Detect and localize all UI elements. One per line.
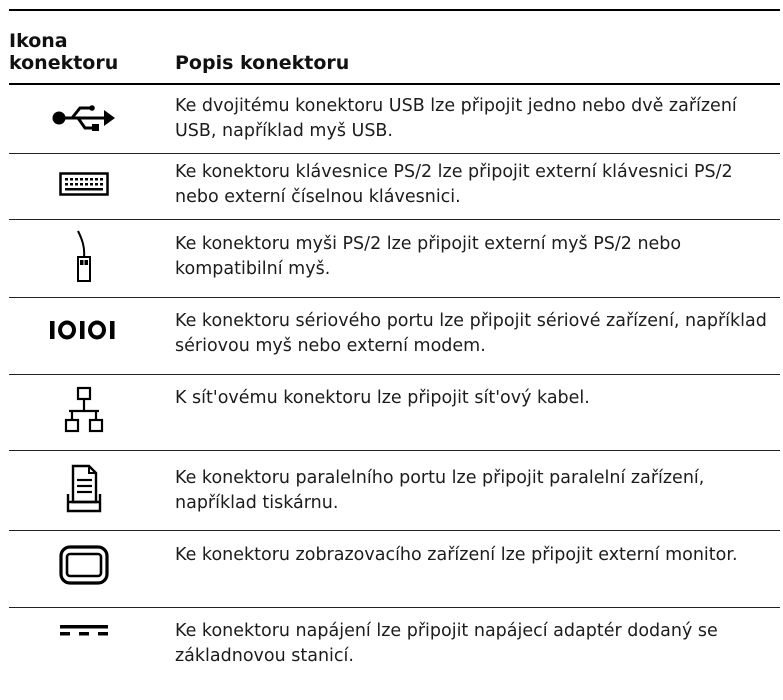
description-column-header: Popis konektoru xyxy=(175,52,350,74)
dc-power-icon xyxy=(9,618,159,642)
row-printer-description: Ke konektoru paralelního portu lze připojit paralelní zařízení, například tiskárnu. xyxy=(175,468,705,513)
header-rule xyxy=(9,83,780,85)
icon-column-header xyxy=(9,30,159,74)
icon-column-header-line2: konektoru xyxy=(9,52,119,74)
row-usb-description: Ke dvojitému konektoru USB lze připojit jedno nebo dvě zařízení USB, například myš USB. xyxy=(175,96,737,141)
row-divider xyxy=(9,530,780,531)
row-divider xyxy=(9,297,780,298)
printer-icon xyxy=(9,461,159,517)
row-serial-description: Ke konektoru sériového portu lze připojit sériové zařízení, například sériovou myš nebo externí modem. xyxy=(175,311,767,356)
icon-column-header-line1: Ikona xyxy=(9,30,68,52)
row-monitor-description: Ke konektoru zobrazovacího zařízení lze připojit externí monitor. xyxy=(175,545,738,565)
row-network-description: K sít'ovému konektoru lze připojit sít'ový kabel. xyxy=(175,388,590,408)
serial-port-icon xyxy=(9,310,159,350)
monitor-icon xyxy=(9,542,159,588)
row-divider xyxy=(9,153,780,154)
row-divider xyxy=(9,374,780,375)
row-power-description: Ke konektoru napájení lze připojit napájecí adaptér dodaný se základnovou stanicí. xyxy=(175,621,718,666)
mouse-icon xyxy=(9,228,159,286)
row-keyboard-description: Ke konektoru klávesnice PS/2 lze připojit externí klávesnici PS/2 nebo externí číselnou klávesnici. xyxy=(175,162,733,207)
keyboard-icon xyxy=(9,164,159,204)
row-divider xyxy=(9,450,780,451)
row-mouse-description: Ke konektoru myši PS/2 lze připojit externí myš PS/2 nebo kompatibilní myš. xyxy=(175,234,682,279)
row-divider xyxy=(9,607,780,608)
row-divider xyxy=(9,219,780,220)
table-top-rule xyxy=(9,9,780,11)
usb-icon xyxy=(9,98,159,138)
network-icon xyxy=(9,383,159,439)
